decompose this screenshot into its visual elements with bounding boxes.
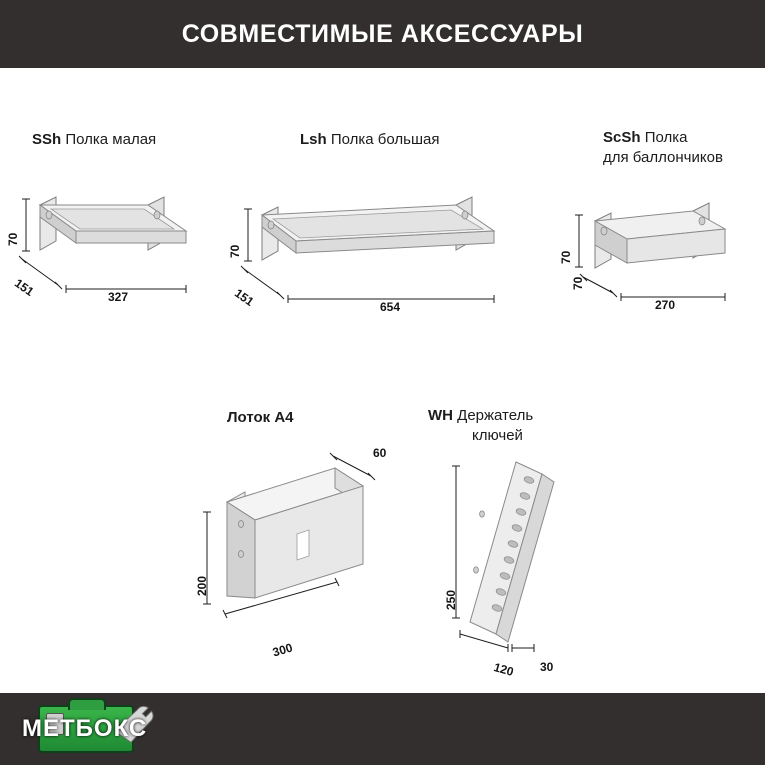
accessory-tray-drawing [185,446,415,646]
accessory-scsh-name2: для баллончиков [603,149,723,166]
accessory-lsh-code: Lsh [300,131,327,148]
accessory-lsh [228,68,538,328]
page-title: СОВМЕСТИМЫЕ АКСЕССУАРЫ [181,19,584,48]
accessory-tray-code: Лоток [227,409,271,426]
accessory-lsh-dim-height: 70 [228,244,242,258]
accessory-wh-name: Держатель [457,407,534,424]
accessory-tray-a4 [175,388,415,678]
accessory-ssh-label [32,130,232,150]
accessory-wh-name2: ключей [472,427,523,444]
accessory-scsh-dim-depth: 70 [571,276,585,290]
accessory-ssh-dim-height: 70 [6,232,20,246]
accessory-lsh-name: Полка большая [330,131,440,148]
accessory-scsh [555,68,765,328]
accessory-tray-dim-depth: 60 [373,446,387,460]
accessory-scsh-name: Полка [644,129,688,146]
brand-name: МЕТБОКС [22,715,148,742]
accessory-ssh [0,68,240,328]
accessory-lsh-dim-width: 654 [380,300,401,314]
accessories-diagram [0,68,765,693]
page-footer [0,693,765,765]
accessory-scsh-dim-width: 270 [655,298,676,312]
accessory-tray-dim-height: 200 [195,575,209,596]
accessory-wh-label [428,406,628,446]
accessory-ssh-name: Полка малая [65,131,157,148]
accessory-wh-dim-depth: 30 [540,660,554,674]
accessory-wh [420,388,640,678]
accessory-ssh-dim-depth: 151 [11,276,37,299]
accessory-wh-dim-width: 120 [492,660,516,679]
accessory-tray-name: A4 [274,409,294,426]
accessory-wh-code: WH [428,407,453,424]
accessory-lsh-label [300,130,560,150]
accessory-ssh-dim-width: 327 [108,290,129,304]
accessory-wh-drawing [430,448,640,658]
page-header [0,0,765,68]
accessory-lsh-dim-depth: 151 [231,286,257,309]
accessory-scsh-label [603,128,765,168]
accessory-ssh-drawing [18,193,258,323]
accessory-tray-dim-width: 300 [271,640,295,660]
brand-logo [12,701,172,757]
accessory-wh-dim-height: 250 [444,589,458,610]
accessory-tray-label [227,408,427,428]
accessory-ssh-code: SSh [32,131,62,148]
accessory-scsh-code: ScSh [603,129,641,146]
accessory-scsh-dim-height: 70 [559,250,573,264]
